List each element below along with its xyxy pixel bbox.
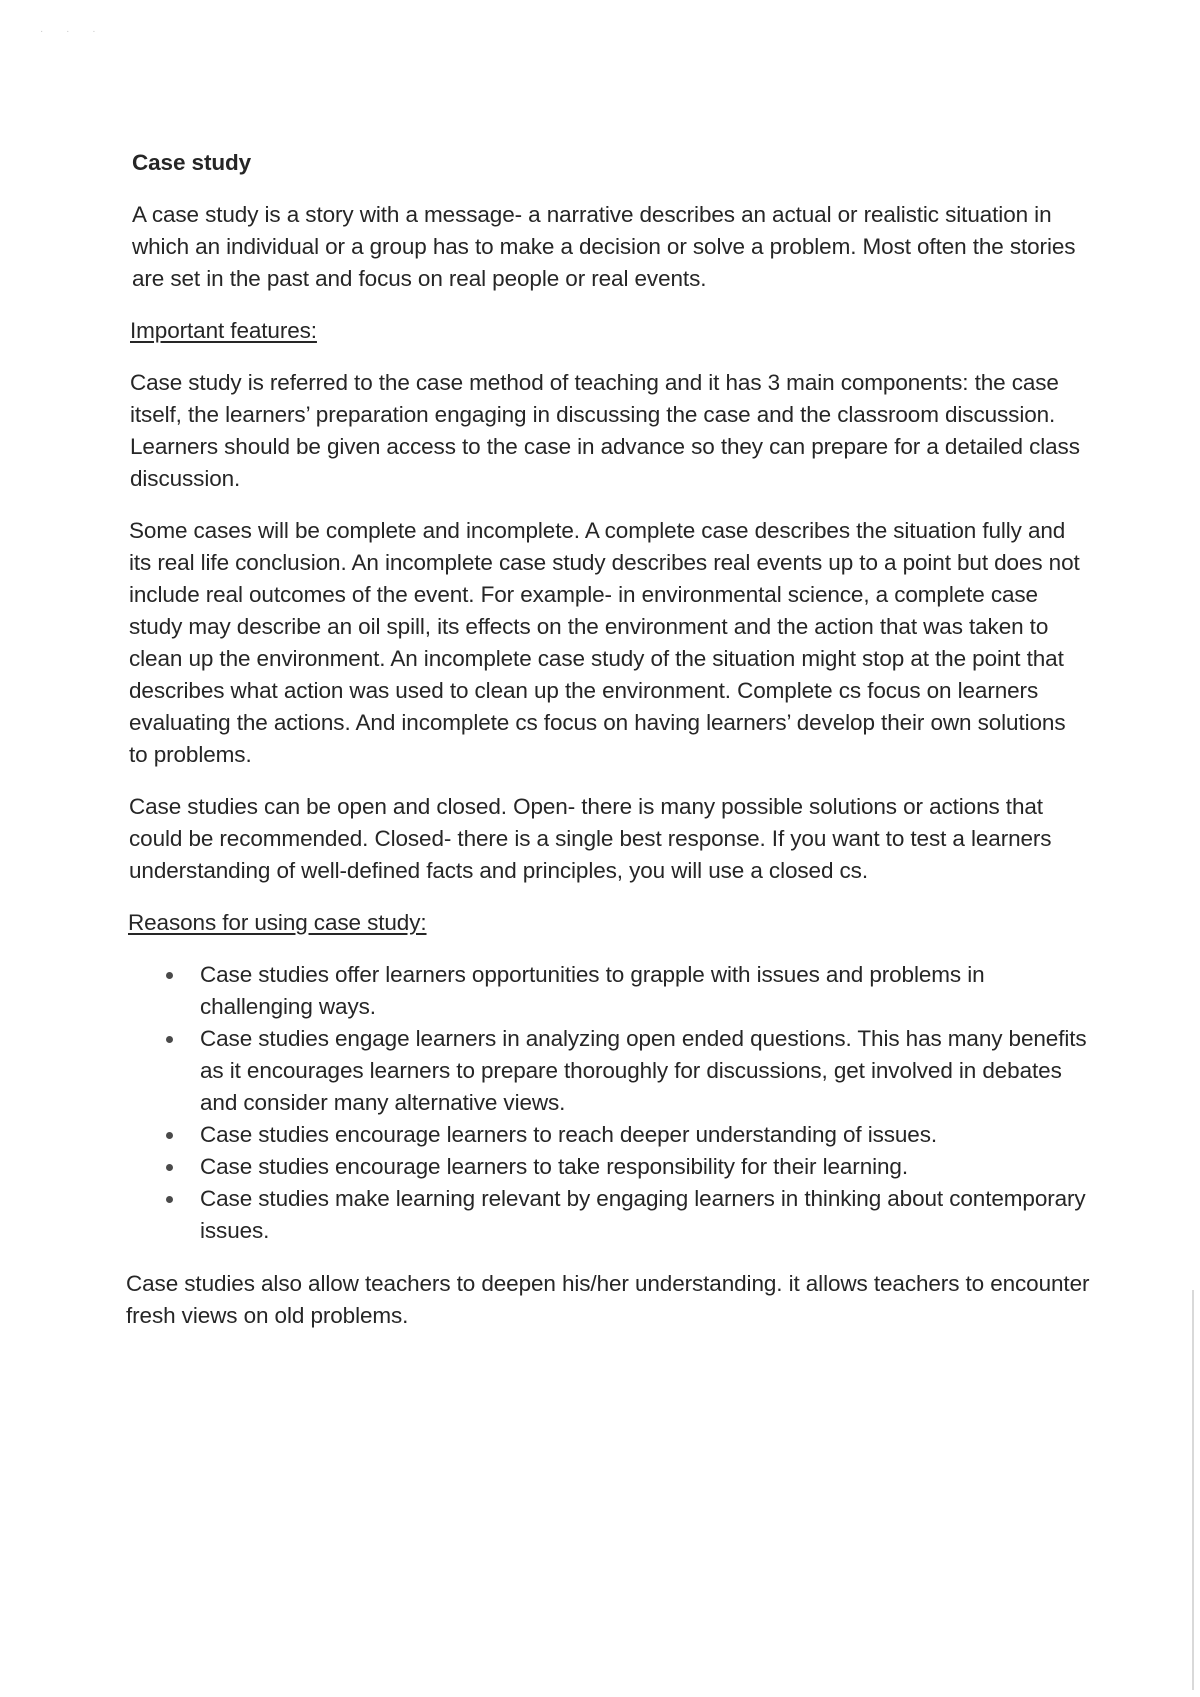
list-item [130,1183,1090,1247]
page-edge-shadow [1192,1290,1194,1690]
list-item-text: Case studies engage learners in analyzing open ended questions. This has many benefits as it encourages learners to prepare thoroughly for discussions, get involved in debates and consider many alternative views. [200,1026,1087,1115]
bullet-icon [166,1164,173,1171]
bullet-icon [166,1036,173,1043]
features-paragraph-complete-incomplete: Some cases will be complete and incomplete. A complete case describes the situation fully and its real life conclusion. An incomplete case study describes real events up to a point but does not include real outcomes of the event. For example- in environmental science, a complete case study may describe an oil spill, its effects on the environment and the action that was taken to clean up the environment. An incomplete case study of the situation might stop at the point that describes what action was used to clean up the environment. Complete cs focus on learners evaluating the actions. And incomplete cs focus on having learners’ develop their own solutions to problems. [129,518,1080,767]
document-body [126,147,1090,1352]
features-paragraph-components: Case study is referred to the case method of teaching and it has 3 main components: the case itself, the learners’ preparation engaging in discussing the case and the classroom discussion. Learners should be given access to the case in advance so they can prepare for a detailed class discussion. [130,370,1080,491]
list-item [130,1023,1090,1119]
bullet-icon [166,972,173,979]
bullet-icon [166,1132,173,1139]
bullet-icon [166,1196,173,1203]
document-title: Case study [132,150,252,175]
important-features-heading: Important features: [130,318,317,343]
list-item-text: Case studies encourage learners to reach deeper understanding of issues. [200,1122,938,1147]
conclusion-paragraph: Case studies also allow teachers to deepen his/her understanding. it allows teachers to encounter fresh views on old problems. [126,1271,1090,1328]
list-item-text: Case studies encourage learners to take responsibility for their learning. [200,1154,908,1179]
list-item-text: Case studies offer learners opportunities to grapple with issues and problems in challenging ways. [200,962,985,1019]
list-item [130,959,1090,1023]
list-item [130,1119,1090,1151]
list-item-text: Case studies make learning relevant by engaging learners in thinking about contemporary issues. [200,1186,1086,1243]
intro-paragraph: A case study is a story with a message- a narrative describes an actual or realistic situation in which an individual or a group has to make a decision or solve a problem. Most often the stories are set in the past and focus on real people or real events. [132,202,1076,291]
reasons-heading: Reasons for using case study: [128,910,427,935]
list-item [130,1151,1090,1183]
features-paragraph-open-closed: Case studies can be open and closed. Open- there is many possible solutions or actions that could be recommended. Closed- there is a single best response. If you want to test a learners understanding of well-defined facts and principles, you will use a closed cs. [129,794,1052,883]
reasons-list [130,959,1090,1247]
scan-artifact: · · · [40,26,106,37]
